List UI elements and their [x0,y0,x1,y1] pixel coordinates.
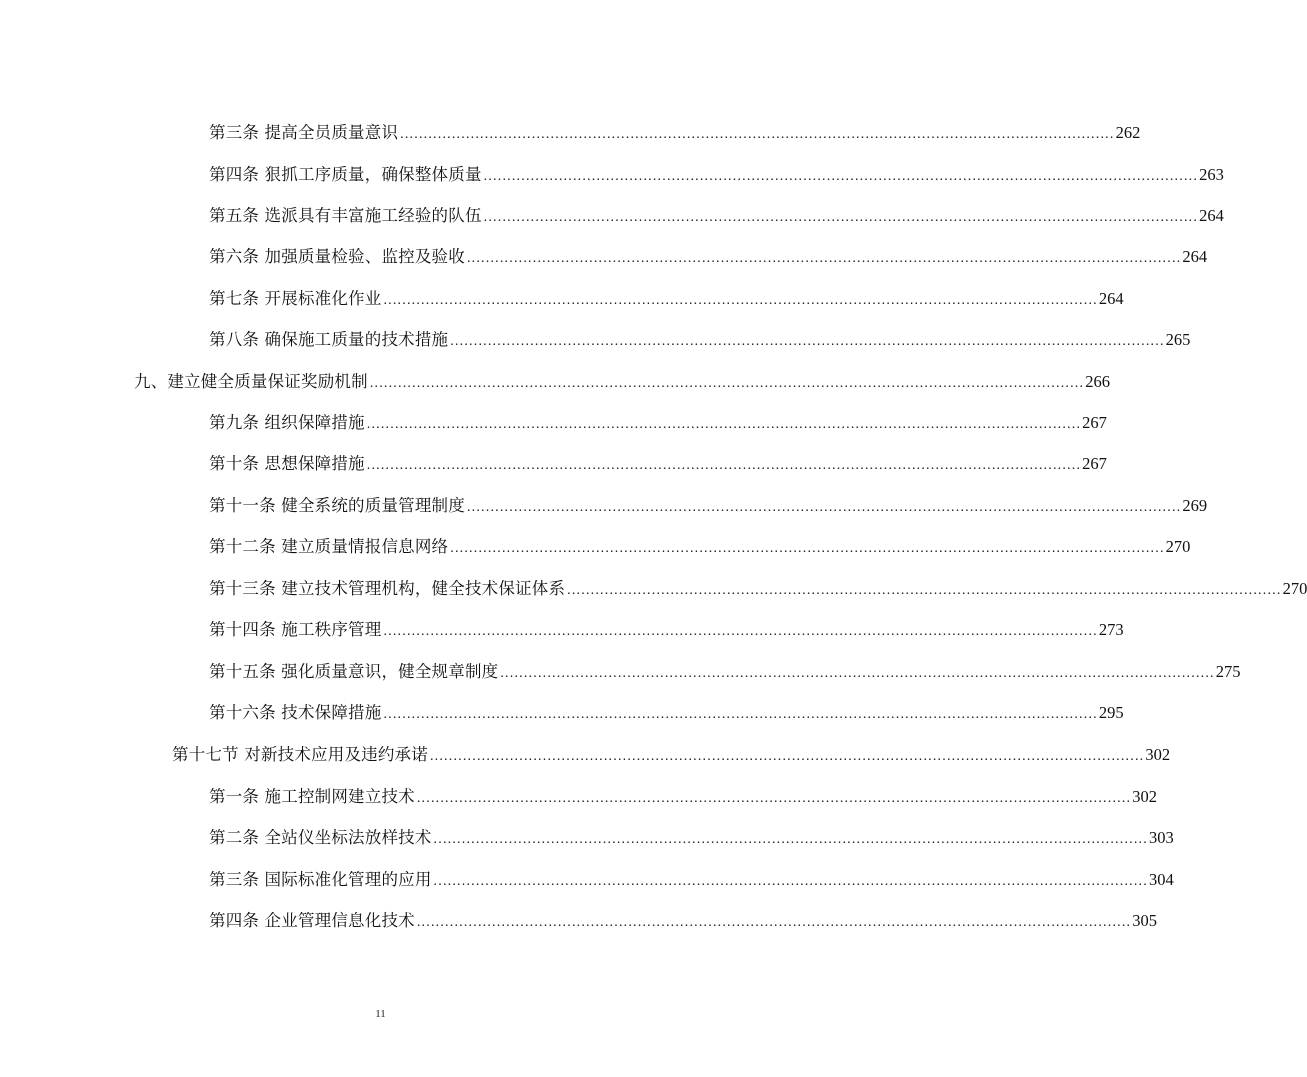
toc-entry-page: 264 [1098,289,1124,308]
toc-entry-page: 295 [1098,703,1124,722]
toc-entry-page: 263 [1199,165,1224,184]
page-number: 11 [375,1008,386,1020]
toc-dot-leader: ........................................................................................................................................................ [433,832,1148,847]
toc-dot-leader: ........................................................................................................................................................ [466,500,1182,515]
toc-dot-leader: ........................................................................................................................................................ [366,417,1082,432]
toc-entry[interactable] [209,660,1241,684]
toc-dot-leader: ........................................................................................................................................................ [416,791,1132,806]
toc-entry-label: 第十五条 强化质量意识，健全规章制度 [209,662,499,681]
toc-entry-page: 270 [1282,579,1307,598]
toc-dot-leader: ........................................................................................................................................................ [466,251,1182,266]
toc-entry[interactable] [209,785,1158,809]
toc-entry-page: 264 [1199,206,1224,225]
toc-dot-leader: ........................................................................................................................................................ [483,169,1199,184]
toc-entry[interactable] [209,535,1191,559]
toc-entry[interactable] [209,494,1208,518]
toc-entry-label: 第十六条 技术保障措施 [209,703,382,722]
toc-entry[interactable] [209,826,1174,850]
toc-dot-leader: ........................................................................................................................................................ [483,210,1199,225]
toc-entry[interactable] [209,701,1124,725]
toc-dot-leader: ........................................................................................................................................................ [567,583,1282,598]
toc-entry-label: 第十二条 建立质量情报信息网络 [209,537,449,556]
toc-entry-label: 第十七节 对新技术应用及违约承诺 [172,745,428,764]
toc-entry-page: 267 [1082,413,1107,432]
toc-entry[interactable] [209,618,1124,642]
toc-dot-leader: ........................................................................................................................................................ [400,127,1115,142]
toc-dot-leader: ........................................................................................................................................................ [416,915,1132,930]
toc-entry-label: 第三条 国际标准化管理的应用 [209,870,432,889]
toc-entry-page: 264 [1182,247,1208,266]
toc-entry-label: 第四条 企业管理信息化技术 [209,911,415,930]
toc-entry[interactable] [209,868,1174,892]
toc-entry[interactable] [209,287,1124,311]
toc-entry-page: 262 [1115,123,1141,142]
toc-dot-leader: ........................................................................................................................................................ [366,458,1082,473]
toc-entry-page: 302 [1132,787,1158,806]
toc-entry[interactable] [209,163,1224,187]
toc-entry[interactable] [209,328,1191,352]
toc-entry-label: 九、建立健全质量保证奖励机制 [134,372,368,391]
toc-section-heading[interactable] [172,743,1171,767]
toc-entry-page: 302 [1145,745,1171,764]
toc-entry[interactable] [209,577,1307,601]
toc-entry-label: 第二条 全站仪坐标法放样技术 [209,828,432,847]
toc-dot-leader: ........................................................................................................................................................ [383,624,1098,639]
toc-entry[interactable] [209,411,1107,435]
toc-dot-leader: ........................................................................................................................................................ [500,666,1215,681]
toc-entry-page: 270 [1165,537,1191,556]
toc-entry-label: 第十一条 健全系统的质量管理制度 [209,496,465,515]
toc-entry[interactable] [209,204,1224,228]
toc-entry-label: 第四条 狠抓工序质量，确保整体质量 [209,165,482,184]
toc-entry-page: 266 [1085,372,1110,391]
toc-entry-label: 第十四条 施工秩序管理 [209,620,382,639]
toc-entry-page: 267 [1082,454,1107,473]
toc-entry-page: 265 [1165,330,1191,349]
toc-entry[interactable] [209,245,1208,269]
toc-entry-label: 第六条 加强质量检验、监控及验收 [209,247,465,266]
toc-entry-page: 303 [1148,828,1174,847]
toc-dot-leader: ........................................................................................................................................................ [429,749,1145,764]
toc-entry[interactable] [209,452,1107,476]
toc-entry-label: 第十条 思想保障措施 [209,454,365,473]
toc-entry-label: 第八条 确保施工质量的技术措施 [209,330,449,349]
toc-dot-leader: ........................................................................................................................................................ [450,541,1165,556]
toc-section-heading[interactable] [134,370,1110,394]
toc-dot-leader: ........................................................................................................................................................ [450,334,1165,349]
toc-entry-label: 第七条 开展标准化作业 [209,289,382,308]
toc-dot-leader: ........................................................................................................................................................ [383,293,1098,308]
toc-entry-page: 273 [1098,620,1124,639]
toc-entry-page: 275 [1215,662,1241,681]
toc-entry-label: 第三条 提高全员质量意识 [209,123,399,142]
toc-entry-page: 304 [1148,870,1174,889]
toc-entry-page: 305 [1132,911,1158,930]
toc-entry[interactable] [209,909,1158,933]
toc-dot-leader: ........................................................................................................................................................ [383,707,1098,722]
toc-entry-label: 第五条 选派具有丰富施工经验的队伍 [209,206,482,225]
toc-entry[interactable] [209,121,1141,145]
toc-dot-leader: ........................................................................................................................................................ [433,874,1148,889]
toc-entry-label: 第十三条 建立技术管理机构，健全技术保证体系 [209,579,566,598]
toc-dot-leader: ........................................................................................................................................................ [369,376,1085,391]
toc-entry-label: 第一条 施工控制网建立技术 [209,787,415,806]
toc-entry-page: 269 [1182,496,1208,515]
toc-entry-label: 第九条 组织保障措施 [209,413,365,432]
